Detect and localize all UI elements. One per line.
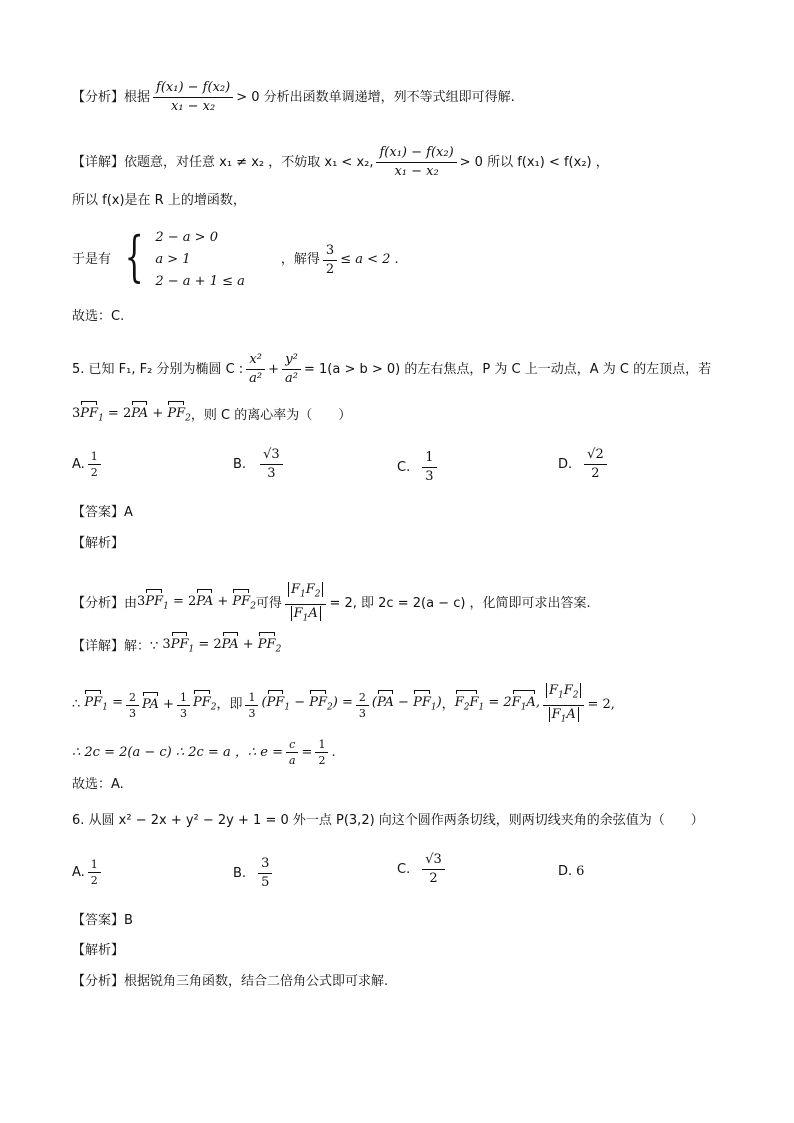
q4-increasing-line: 所以 f(x)是在 R 上的增函数，	[72, 193, 246, 208]
fraction: $\frac{F_1F_2}{F_1A}$	[543, 683, 585, 727]
q5-choice: 故选：A.	[72, 777, 124, 792]
q5-option-b: B. $\frac{√3}{3}$	[233, 447, 286, 482]
system-row: a > 1	[155, 252, 191, 267]
q5-jiexi: 【解析】	[72, 536, 125, 551]
q6-option-a: A. $\frac{1}{2}$	[72, 858, 104, 887]
q4-choice: 故选：C.	[72, 309, 125, 324]
inequality-system	[117, 227, 245, 293]
q5-option-c: C. $\frac{1}{3}$	[397, 450, 440, 485]
q6-option-c: C. $\frac{√3}{2}$	[397, 852, 448, 887]
fraction: $\frac{c}{a}$	[286, 738, 299, 767]
fraction: $\frac{\text{f(x₁) − f(x₂)}}{\text{x₁ − x₂}}$	[153, 80, 233, 115]
q4-system-line: 于是有 { 2 − a > 0 a > 1 2 − a + 1 ≤ a ，解得 $\frac{3}{2}$ ≤ a < 2 .	[72, 225, 734, 295]
brace-icon: {	[124, 225, 144, 288]
fraction: $\frac{3}{5}$	[258, 856, 272, 891]
q6-option-b: B. $\frac{3}{5}$	[233, 856, 275, 891]
fraction: $\frac{1}{2}$	[88, 858, 101, 887]
vector-equation: $3PF_1 = 2PA + PF_2$	[72, 406, 191, 424]
q6-stem: 6. 从圆 x² − 2x + y² − 2y + 1 = 0 外一点 P(3,2) 向这个圆作两条切线，则两切线夹角的余弦值为（ ）	[72, 813, 704, 828]
fraction: $\frac{1}{3}$	[177, 691, 190, 720]
q5-step-line: ∴ $PF_1$ = $\frac{2}{3}$ PA + $\frac{1}{3}$ $PF_2$ ，即 $\frac{1}{3}$ $(PF_1 - PF_2)$ = $\frac{2}{3}$ $(PA - PF_1)$ ， $F_2F_1 = 2F_1A$, $\frac{F_1F_2}{F_1A}$ = 2,	[72, 685, 734, 725]
fraction: $\frac{√3}{3}$	[260, 447, 283, 482]
fraction: $\frac{1}{2}$	[315, 738, 328, 767]
fraction: $\frac{2}{3}$	[126, 691, 139, 720]
fraction: $\frac{√2}{2}$	[584, 447, 607, 482]
fraction: $\frac{\text{y²}}{\text{a²}}$	[282, 352, 301, 387]
q5-option-d: D. $\frac{√2}{2}$	[558, 447, 610, 482]
q6-answer: 【答案】B	[72, 913, 133, 928]
q5-answer: 【答案】A	[72, 505, 133, 520]
fraction: $\frac{\text{x²}}{\text{a²}}$	[246, 352, 265, 387]
q5-stem-line-1: 5. 已知 F₁, F₂ 分别为椭圆 C : $\frac{\text{x²}}{\text{a²}}$ + $\frac{\text{y²}}{\text{a²}}$ = 1(a > b > 0) 的左右焦点，P 为 C 上一动点，A 为 C 的左顶点，若	[72, 352, 712, 386]
analysis-tag: 【分析】	[72, 89, 125, 105]
fraction: $\frac{1}{2}$	[88, 450, 101, 479]
fraction: $\frac{\text{f(x₁) − f(x₂)}}{\text{x₁ − x₂}}$	[376, 145, 456, 180]
fraction: $\frac{F_1F_2}{F_1A}$	[285, 582, 327, 626]
fraction: $\frac{1}{3}$	[245, 691, 258, 720]
q5-option-a: A. $\frac{1}{2}$	[72, 450, 104, 479]
q6-jiexi: 【解析】	[72, 943, 125, 958]
fraction: $\frac{√3}{2}$	[422, 852, 445, 887]
fraction: $\frac{1}{3}$	[422, 450, 436, 485]
q6-analysis: 【分析】根据锐角三角函数，结合二倍角公式即可求解.	[72, 974, 389, 989]
q6-option-d: D. 6	[558, 864, 585, 879]
fraction: $\frac{2}{3}$	[356, 691, 369, 720]
q5-detail-line: 【详解】 解：∵ $3PF_1 = 2PA + PF_2$	[72, 636, 734, 659]
system-row: 2 − a > 0	[155, 230, 218, 245]
q5-stem-line-2: $3PF_1 = 2PA + PF_2$ ，则 C 的离心率为（ ）	[72, 405, 734, 428]
q4-analysis-line: 【分析】 根据 $\frac{\text{f(x₁) − f(x₂)}}{\text{x₁ − x₂}}$ > 0 分析出函数单调递增，列不等式组即可得解.	[72, 80, 515, 114]
system-row: 2 − a + 1 ≤ a	[155, 274, 245, 289]
q5-analysis-line: 【分析】 由 $3PF_1 = 2PA + PF_2$ 可得 $\frac{F_1F_2}{F_1A}$ = 2, 即 2c = 2(a − c) ，化简即可求出答案.	[72, 582, 734, 626]
fraction: $\frac{3}{2}$	[323, 243, 337, 278]
q5-final-line: ∴ 2c = 2(a − c) ∴ 2c = a ，∴ e = $\frac{c}{a}$ = $\frac{1}{2}$ .	[72, 738, 336, 767]
vector-equation: $3PF_1 = 2PA + PF_2$	[137, 593, 256, 612]
vector-equation: $3PF_1 = 2PA + PF_2$	[158, 637, 282, 655]
q4-detail-line: 【详解】 依题意，对任意 x₁ ≠ x₂ ，不妨取 x₁ < x₂, $\frac{\text{f(x₁) − f(x₂)}}{\text{x₁ − x₂}}$ > 0 所以 f(x₁) < f(x₂) ，	[72, 145, 609, 179]
detail-tag: 【详解】	[72, 154, 125, 170]
